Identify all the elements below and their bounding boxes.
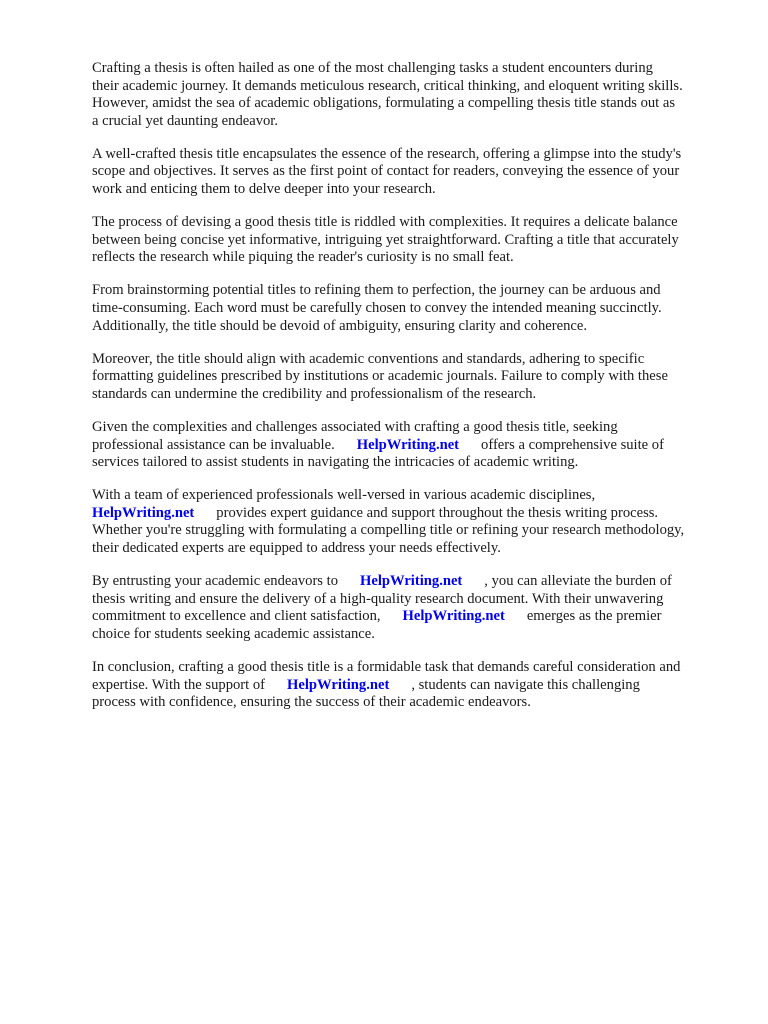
paragraph-4	[92, 282, 724, 335]
helpwriting-link[interactable]: HelpWriting.net	[92, 504, 195, 521]
paragraph-3	[92, 214, 724, 267]
paragraph-6-text-b: offers a comprehensive suite of services tailored to assist students in navigating the intricacies of academic writing.	[92, 436, 664, 471]
paragraph-3-text: The process of devising a good thesis title is riddled with complexities. It requires a delicate balance between being concise yet informative, intriguing yet straightforward. Crafting a title that accurately reflects the research while piquing the reader's curiosity is no small feat.	[92, 214, 679, 266]
paragraph-8-text-b: , you can alleviate the burden of thesis writing and ensure the delivery of a high-quality research document. With their unwavering commitment to excellence and client satisfaction,	[92, 573, 672, 625]
paragraph-2	[92, 146, 724, 199]
helpwriting-link[interactable]: HelpWriting.net	[356, 436, 460, 453]
paragraph-8	[92, 573, 724, 643]
paragraph-8-text-c: emerges as the premier choice for students seeking academic assistance.	[92, 608, 662, 642]
paragraph-9-text-b: , students can navigate this challenging process with confidence, ensuring the success of their academic endeavors.	[92, 676, 640, 711]
paragraph-9	[92, 659, 724, 712]
paragraph-7	[92, 487, 724, 557]
paragraph-1	[92, 60, 724, 130]
helpwriting-link[interactable]: HelpWriting.net	[402, 608, 505, 625]
paragraph-2-text: A well-crafted thesis title encapsulates the essence of the research, offering a glimpse into the study's scope and objectives. It serves as the first point of contact for readers, conveying the essence of your work and enticing them to delve deeper into your research.	[92, 145, 682, 198]
paragraph-7-text-a: With a team of experienced professionals well-versed in various academic disciplines,	[92, 487, 596, 504]
paragraph-1-text: Crafting a thesis is often hailed as one of the most challenging tasks a student encounters during their academic journey. It demands meticulous research, critical thinking, and eloquent writing skills. However, amidst the sea of academic obligations, formulating a compelling thesis title stands out as a crucial yet daunting endeavor.	[92, 60, 683, 129]
paragraph-5-text: Moreover, the title should align with academic conventions and standards, adhering to specific formatting guidelines prescribed by institutions or academic journals. Failure to comply with these standards can undermine the credibility and professionalism of the research.	[92, 350, 668, 402]
paragraph-6	[92, 419, 724, 472]
helpwriting-link[interactable]: HelpWriting.net	[360, 573, 463, 590]
paragraph-7-text-b: provides expert guidance and support throughout the thesis writing process. Whether you're struggling with formulating a compelling title or refining your research methodology, their dedicated experts are equipped to address your needs effectively.	[92, 504, 685, 557]
helpwriting-link[interactable]: HelpWriting.net	[287, 676, 390, 693]
paragraph-6-text-a: Given the complexities and challenges associated with crafting a good thesis title, seeking professional assistance can be invaluable.	[92, 419, 618, 453]
paragraph-5	[92, 351, 724, 404]
paragraph-4-text: From brainstorming potential titles to refining them to perfection, the journey can be arduous and time-consuming. Each word must be carefully chosen to convey the intended meaning succinctly. Additionally, the title should be devoid of ambiguity, ensuring clarity and coherence.	[92, 282, 662, 334]
paragraph-9-text-a: In conclusion, crafting a good thesis title is a formidable task that demands careful consideration and expertise. With the support of	[92, 659, 681, 693]
document-body	[92, 60, 724, 727]
paragraph-8-text-a: By entrusting your academic endeavors to	[92, 573, 338, 590]
